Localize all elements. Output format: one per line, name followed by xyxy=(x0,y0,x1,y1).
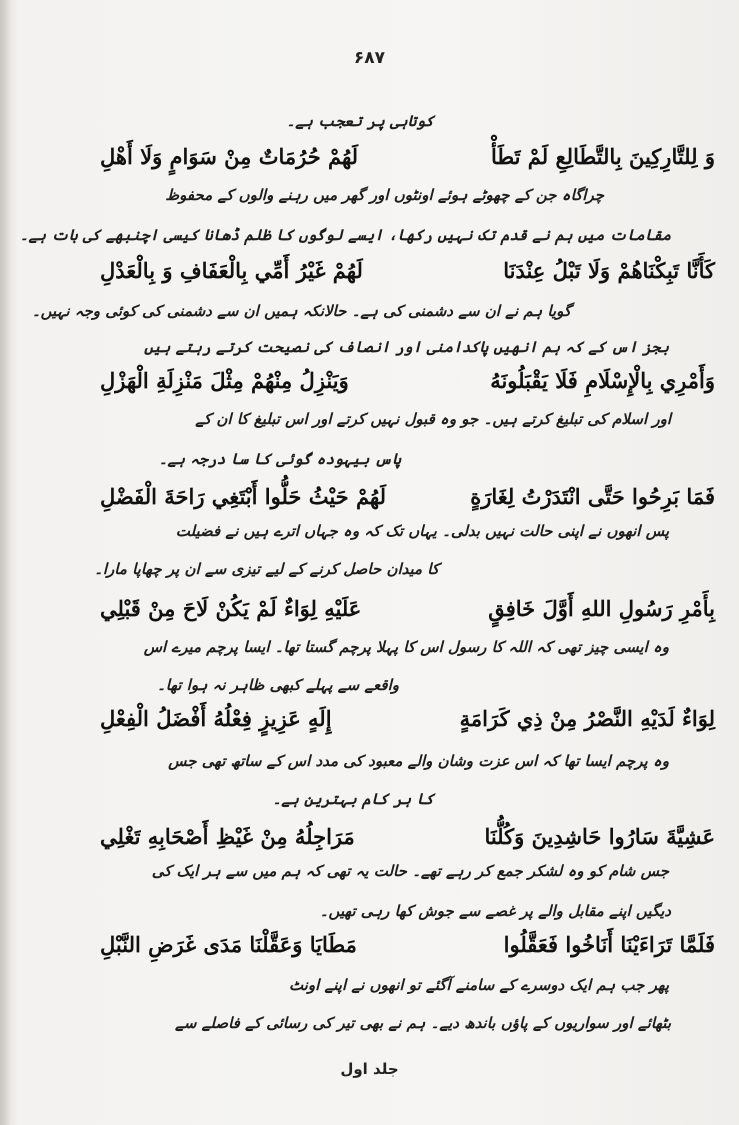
verse-second-hemistich: وَيَنْزِلُ مِنْهُمْ مِثْلَ مَنْزِلَةِ الْهَزْلِ xyxy=(100,367,349,393)
verse-second-hemistich: مَطَايَا وَعَقَّلْنَا مَدَى غَرَضِ النَّبْلِ xyxy=(100,931,357,957)
verse-couplet xyxy=(100,478,715,514)
verse-couplet xyxy=(100,138,715,174)
translation-line: دیگیں اپنے مقابل والے پر غصے سے جوش کھا رہی تھیں۔ xyxy=(319,902,671,920)
translation-line: کا میدان حاصل کرنے کے لیے تیزی سے ان پر چھاپا مارا۔ xyxy=(94,560,439,578)
translation-line: بجز اس کے کہ ہم انھیں پاکدامنی اور انصاف کی نصیحت کرتے رہتے ہیں xyxy=(144,338,669,356)
verse-second-hemistich: لَهُمْ حُرُمَاتٌ مِنْ سَوَامٍ وَلَا أَهْلِ xyxy=(100,143,359,169)
translation-line: مقامات میں ہم نے قدم تک نہیں رکھا، ایسے لوگوں کا ظلم ڈھانا کیسی اچنبھے کی بات ہے۔ xyxy=(19,226,671,244)
verse-first-hemistich: وَ لِلتَّارِكِينَ بِالتَّطَالِعِ لَمْ تَطَأْ xyxy=(491,143,715,169)
translation-line: چراگاہ جن کے چھوٹے ہوئے اونٹوں اور گھر میں رہنے والوں کے محفوظ xyxy=(165,186,604,204)
verse-first-hemistich: فَمَا بَرِحُوا حَتَّى انْتَدَرْتُ لِغَارَةٍ xyxy=(470,483,715,509)
translation-line: وہ ایسی چیز تھی کہ اللہ کا رسول اس کا پہلا پرچم گستا تھا۔ ایسا پرچم میرے اس xyxy=(143,638,669,656)
translation-line: پس انھوں نے اپنی حالت نہیں بدلی۔ یہاں تک کہ وہ جہاں اترے ہیں نے فضیلت xyxy=(175,522,669,540)
verse-first-hemistich: فَلَمَّا تَرَاءَيْنَا أَنَاخُوا فَعَقَّلُوا xyxy=(503,931,715,957)
verse-couplet xyxy=(100,362,715,398)
verse-couplet xyxy=(100,926,715,962)
translation-line: گویا ہم نے ان سے دشمنی کی ہے۔ حالانکہ ہمیں ان سے دشمنی کی کوئی وجہ نہیں۔ xyxy=(31,302,571,320)
verse-first-hemistich: بِأَمْرِ رَسُولِ اللهِ أَوَّلَ خَافِقٍ xyxy=(488,595,715,621)
translation-line: کوتاہی پر تعجب ہے۔ xyxy=(286,112,434,130)
volume-footer: جلد اول xyxy=(340,1060,399,1078)
verse-second-hemistich: لَهُمْ حَيْثُ حَلُّوا أَبْتَغِي رَاحَةَ الْفَضْلِ xyxy=(100,483,387,509)
translation-line: وہ پرچم ایسا تھا کہ اس عزت وشان والے معبود کی مدد اس کے ساتھ تھی جس xyxy=(168,752,669,770)
translation-line: واقعے سے پہلے کبھی ظاہر نہ ہوا تھا۔ xyxy=(156,676,399,694)
translation-line: پھر جب ہم ایک دوسرے کے سامنے آگئے تو انھوں نے اپنے اونٹ xyxy=(288,976,669,994)
verse-couplet xyxy=(100,252,715,288)
verse-second-hemistich: لَهُمْ غَيْرُ أَمِّي بِالْعَفَافِ وَ بِالْعَدْلِ xyxy=(100,257,363,283)
verse-second-hemistich: إِلَهٍ عَزِيزٍ فِعْلُهُ أَفْضَلُ الْفِعْلِ xyxy=(100,705,332,731)
verse-couplet xyxy=(100,818,715,854)
verse-first-hemistich: كَأَنَّا تَبِكْنَاهُمْ وَلَا تَبْلُ عِنْدَنَا xyxy=(503,257,715,283)
translation-line: کا ہر کام بہترین ہے۔ xyxy=(272,790,434,808)
page-number: ۶۸۷ xyxy=(353,48,386,68)
verse-couplet xyxy=(100,590,715,626)
translation-line: پاس بیہودہ گوئی کا سا درجہ ہے۔ xyxy=(158,450,401,468)
verse-second-hemistich: مَرَاجِلُهُ مِنْ غَيْظِ أَصْحَابِهِ تَغْلِي xyxy=(100,823,355,849)
translation-line: اور اسلام کی تبلیغ کرتے ہیں۔ جو وہ قبول نہیں کرتے اور اس تبلیغ کا ان کے xyxy=(195,410,671,428)
translation-line: بٹھائے اور سواریوں کے پاؤں باندھ دیے۔ ہم نے بھی تیر کی رسائی کے فاصلے سے xyxy=(175,1014,671,1032)
verse-first-hemistich: وَأَمْرِي بِالْإِسْلَامِ فَلَا يَقْبَلُونَهُ xyxy=(490,367,715,393)
verse-couplet xyxy=(100,700,715,736)
verse-first-hemistich: لِوَاءٌ لَدَيْهِ النَّصْرُ مِنْ ذِي كَرَامَةٍ xyxy=(459,705,715,731)
verse-second-hemistich: عَلَيْهِ لِوَاءٌ لَمْ يَكُنْ لَاحَ مِنْ قَبْلِي xyxy=(100,595,362,621)
translation-line: جس شام کو وہ لشکر جمع کر رہے تھے۔ حالت یہ تھی کہ ہم میں سے ہر ایک کی xyxy=(151,862,669,880)
verse-first-hemistich: عَشِيَّةَ سَارُوا حَاشِدِينَ وَكُلُّنَا xyxy=(484,823,715,849)
